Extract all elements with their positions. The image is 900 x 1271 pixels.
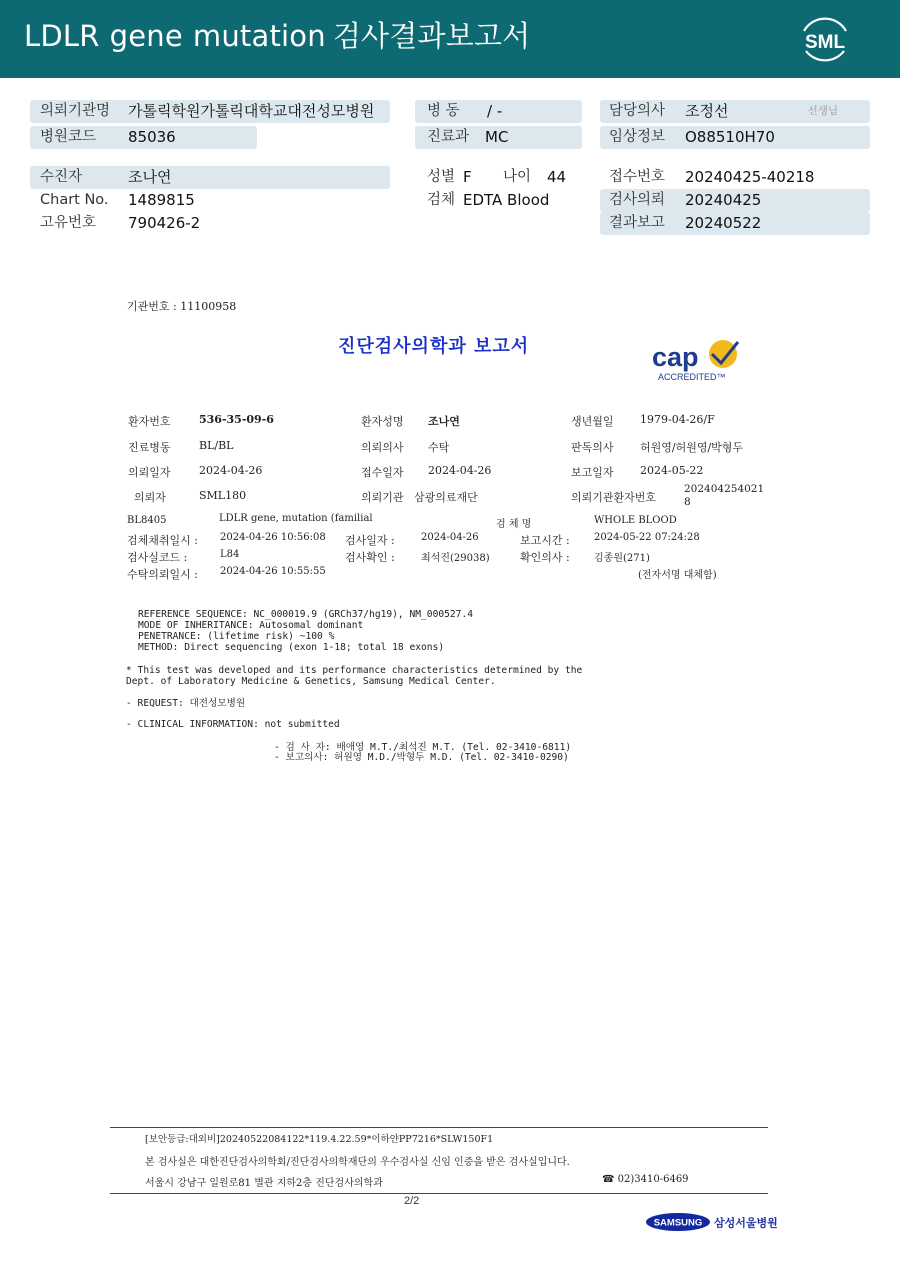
field-label: 검체 xyxy=(427,192,456,208)
report-header-title xyxy=(24,14,530,55)
row-label: 의뢰기관환자번호 xyxy=(571,491,657,504)
field-label: 수진자 xyxy=(40,169,83,185)
test-name: LDLR gene, mutation (familial xyxy=(219,513,373,524)
phone-line: ☎ 02)3410-6469 xyxy=(602,1174,689,1185)
svg-text:SAMSUNG: SAMSUNG xyxy=(653,1217,703,1229)
title-word: LDLR xyxy=(24,19,100,53)
ward-value: BL/BL xyxy=(199,439,234,452)
title-word: mutation xyxy=(192,19,326,53)
institution-patient-no-value: 202404254021 xyxy=(684,483,765,495)
field-value: O88510H70 xyxy=(685,128,775,146)
field-label: 성별 xyxy=(427,169,456,185)
specimen-value: WHOLE BLOOD xyxy=(594,515,677,526)
page-number: 2/2 xyxy=(404,1195,420,1207)
test-code: BL8405 xyxy=(127,515,167,526)
svg-text:cap: cap xyxy=(652,342,699,372)
row-label: 생년월일 xyxy=(571,415,614,428)
field-clinical-info xyxy=(600,126,870,149)
field-label: 담당의사 xyxy=(609,103,666,119)
sml-logo xyxy=(796,11,854,67)
method-line: METHOD: Direct sequencing (exon 1-18; total 18 exons) xyxy=(138,642,445,653)
footer-top-rule xyxy=(110,1127,768,1128)
clinical-info-line: - CLINICAL INFORMATION: not submitted xyxy=(126,719,340,730)
field-value: 20240425-40218 xyxy=(685,168,815,186)
specimen-label: 검 체 명 xyxy=(496,519,532,530)
cap-accredited-logo xyxy=(650,338,748,384)
institution-patient-no-value-cont: 8 xyxy=(684,496,691,508)
title-word: gene xyxy=(109,19,183,53)
collect-value: 2024-04-26 10:56:08 xyxy=(220,532,326,543)
svg-text:SML: SML xyxy=(804,32,846,53)
sex-value: F xyxy=(463,168,472,186)
field-label: 병원코드 xyxy=(40,129,97,145)
field-label: 임상정보 xyxy=(609,129,666,145)
field-label: 접수번호 xyxy=(609,169,666,185)
field-hospital-code xyxy=(30,126,257,149)
field-patient xyxy=(30,166,390,189)
row-label: 판독의사 xyxy=(571,441,614,454)
header-banner xyxy=(0,0,900,78)
collect-label: 검체채취일시 : xyxy=(127,534,198,547)
field-ward xyxy=(415,100,582,123)
request-institution-value: 삼광의료재단 xyxy=(414,491,478,504)
field-sex-age xyxy=(415,166,582,189)
field-label: 고유번호 xyxy=(40,215,97,231)
field-test-request xyxy=(600,189,870,212)
svg-text:삼성서울병원: 삼성서울병원 xyxy=(714,1216,778,1230)
request-date-value: 2024-04-26 xyxy=(199,464,263,477)
age-label: 나이 xyxy=(503,169,532,185)
examiner-line: - 검 사 자: 배애영 M.T./최석진 M.T. (Tel. 02-3410-6811) xyxy=(274,742,572,753)
field-label: Chart No. xyxy=(40,192,109,208)
age-value: 44 xyxy=(547,168,567,186)
confirm-doctor-value: 김종원(271) xyxy=(594,553,650,564)
test-confirm-value: 최석진(29038) xyxy=(421,553,490,564)
field-unique-no xyxy=(30,212,390,235)
field-label: 병 동 xyxy=(427,103,460,119)
confirm-doctor-label: 확인의사 : xyxy=(520,551,570,564)
penetrance-line: PENETRANCE: (lifetime risk) ~100 % xyxy=(138,631,335,642)
row-label: 환자성명 xyxy=(361,415,404,428)
row-label: 진료병동 xyxy=(128,441,171,454)
field-label: 의뢰기관명 xyxy=(40,103,111,119)
field-value: 가톨릭학원가톨릭대학교대전성모병원 xyxy=(128,102,375,120)
field-specimen xyxy=(415,189,582,212)
report-date-value: 2024-05-22 xyxy=(640,464,704,477)
test-date-label: 검사일자 : xyxy=(345,534,395,547)
lab-code-value: L84 xyxy=(220,549,240,560)
patient-name-value: 조나연 xyxy=(428,415,460,428)
field-value: EDTA Blood xyxy=(463,191,550,209)
field-value: MC xyxy=(485,128,509,146)
field-value: 조나연 xyxy=(128,168,172,186)
field-receipt-no xyxy=(600,166,870,189)
field-value: 20240425 xyxy=(685,191,762,209)
field-doctor xyxy=(600,100,870,123)
field-value: 20240522 xyxy=(685,214,762,232)
reporting-doctor-line: - 보고의사: 허원영 M.D./박형두 M.D. (Tel. 02-3410-0290) xyxy=(274,752,569,763)
institution-number: 기관번호 : 11100958 xyxy=(127,300,237,313)
note-line: Dept. of Laboratory Medicine & Genetics, Samsung Medical Center. xyxy=(126,676,496,687)
doctor-suffix: 선생님 xyxy=(807,105,838,117)
consign-label: 수탁의뢰일시 : xyxy=(127,568,198,581)
field-label: 진료과 xyxy=(427,129,470,145)
field-value: 790426-2 xyxy=(128,214,201,232)
report-title: 진단검사의학과 보고서 xyxy=(338,336,530,357)
birth-date-value: 1979-04-26/F xyxy=(640,413,715,426)
security-line: [보안등급:대외비]20240522084122*119.4.22.59*이하얀PP7216*SLW150F1 xyxy=(145,1134,494,1145)
row-label: 환자번호 xyxy=(128,415,171,428)
address-line: 서울시 강남구 일원로81 별관 지하2층 진단검사의학과 xyxy=(145,1178,383,1189)
field-value: 85036 xyxy=(128,128,176,146)
report-time-value: 2024-05-22 07:24:28 xyxy=(594,532,700,543)
field-label: 검사의뢰 xyxy=(609,192,666,208)
field-value: 1489815 xyxy=(128,191,195,209)
title-word: 검사결과보고서 xyxy=(332,19,531,53)
row-label: 의뢰의사 xyxy=(361,441,404,454)
svg-text:ACCREDITED™: ACCREDITED™ xyxy=(658,372,726,382)
patient-number-value: 536-35-09-6 xyxy=(199,413,274,426)
field-requesting-institution xyxy=(30,100,390,123)
report-time-label: 보고시간 : xyxy=(520,534,570,547)
row-label: 보고일자 xyxy=(571,466,614,479)
field-chart-no xyxy=(30,189,390,212)
row-label: 의뢰일자 xyxy=(128,466,171,479)
field-department xyxy=(415,126,582,149)
inheritance-line: MODE OF INHERITANCE: Autosomal dominant xyxy=(138,620,364,631)
field-label: 결과보고 xyxy=(609,215,666,231)
row-label: 의뢰기관 xyxy=(361,491,404,504)
e-signature-note: (전자서명 대체함) xyxy=(638,570,717,581)
field-value: 조정선 xyxy=(685,102,729,120)
row-label: 의뢰자 xyxy=(134,491,166,504)
row-label: 접수일자 xyxy=(361,466,404,479)
samsung-hospital-logo xyxy=(645,1211,778,1233)
requester-value: SML180 xyxy=(199,489,247,502)
request-doctor-value: 수탁 xyxy=(428,441,450,454)
lab-code-label: 검사실코드 : xyxy=(127,551,188,564)
field-value: / - xyxy=(487,102,503,120)
reading-doctor-value: 허원영/허원영/박형두 xyxy=(640,441,744,454)
certification-line: 본 검사실은 대한진단검사의학회/진단검사의학재단의 우수검사실 신임 인증을 받은 검사실입니다. xyxy=(145,1157,570,1168)
reference-sequence-line: REFERENCE SEQUENCE: NC_000019.9 (GRCh37/hg19), NM_000527.4 xyxy=(138,609,474,620)
request-line: - REQUEST: 대전성모병원 xyxy=(126,698,246,709)
consign-value: 2024-04-26 10:55:55 xyxy=(220,566,326,577)
test-date-value: 2024-04-26 xyxy=(421,532,479,543)
footer-bottom-rule xyxy=(110,1193,768,1194)
field-result-report xyxy=(600,212,870,235)
receipt-date-value: 2024-04-26 xyxy=(428,464,492,477)
note-line: * This test was developed and its performance characteristics determined by the xyxy=(126,665,583,676)
test-confirm-label: 검사확인 : xyxy=(345,551,395,564)
